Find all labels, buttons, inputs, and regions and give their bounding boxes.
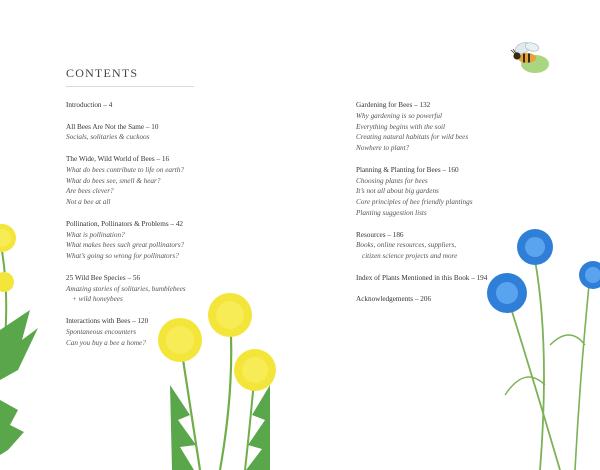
toc-subentry: Core principles of bee friendly plantings — [356, 198, 473, 207]
toc-entry-title: The Wide, Wild World of Bees – 16 — [66, 154, 170, 163]
toc-subentry: What do bees contribute to life on earth? — [66, 165, 184, 174]
toc-entry-title: Introduction – 4 — [66, 101, 113, 109]
toc-entry-title: 25 Wild Bee Species – 56 — [66, 273, 141, 282]
toc-entry — [66, 122, 266, 144]
toc-subentry: Amazing stories of solitaries, bumblebees — [66, 284, 186, 293]
toc-subentry: Creating natural habitats for wild bees — [356, 133, 469, 142]
toc-entry-title: Acknowledgements – 206 — [356, 295, 432, 304]
toc-subentry: Nowhere to plant? — [356, 144, 410, 153]
toc-entry-title: All Bees Are Not the Same – 10 — [66, 122, 159, 131]
toc-entry — [66, 219, 266, 262]
toc-subentry: What is pollination? — [66, 230, 125, 239]
toc-entry-title: Interactions with Bees – 120 — [66, 316, 149, 325]
toc-subentry: Can you buy a bee a home? — [66, 338, 146, 347]
toc-subentry: Socials, solitaries & cuckoos — [66, 133, 150, 142]
toc-entry-title: Index of Plants Mentioned in this Book – 194 — [356, 273, 488, 282]
dandelion-illustration — [150, 285, 285, 470]
title-divider — [66, 86, 194, 87]
toc-entry — [66, 154, 266, 208]
toc-subentry: Planting suggestion lists — [356, 208, 427, 217]
toc-subentry: Spontaneous encounters — [66, 327, 137, 336]
toc-subentry: Books, online resources, suppliers, — [356, 241, 457, 250]
toc-subentry: Not a bee at all — [66, 198, 111, 207]
toc-subentry: It’s not all about big gardens — [356, 187, 439, 196]
toc-entry-title: Gardening for Bees – 132 — [356, 101, 431, 109]
toc-subentry: Choosing plants for bees — [356, 176, 428, 185]
cornflower-illustration — [475, 225, 600, 470]
toc-subentry: Everything begins with the soil — [356, 122, 446, 131]
toc-subentry: What makes bees such great pollinators? — [66, 241, 185, 250]
toc-subentry: What do bees see, smell & hear? — [66, 176, 161, 185]
toc-entry — [356, 100, 556, 154]
bee-illustration — [505, 38, 555, 78]
toc-entry-title: Pollination, Pollinators & Problems – 42 — [66, 219, 184, 228]
page-title: CONTENTS — [66, 66, 139, 80]
toc-subentry: citizen science projects and more — [362, 252, 458, 261]
toc-entry — [356, 165, 556, 219]
toc-entry-title: Resources – 186 — [356, 230, 404, 239]
toc-subentry: + wild honeybees — [72, 295, 123, 304]
toc-entry — [66, 100, 266, 111]
dandelion-illustration-left — [0, 210, 45, 470]
toc-subentry: What’s going so wrong for pollinators? — [66, 252, 179, 261]
toc-subentry: Why gardening is so powerful — [356, 111, 442, 120]
toc-entry-title: Planning & Planting for Bees – 160 — [356, 165, 459, 174]
toc-subentry: Are bees clever? — [66, 187, 114, 196]
